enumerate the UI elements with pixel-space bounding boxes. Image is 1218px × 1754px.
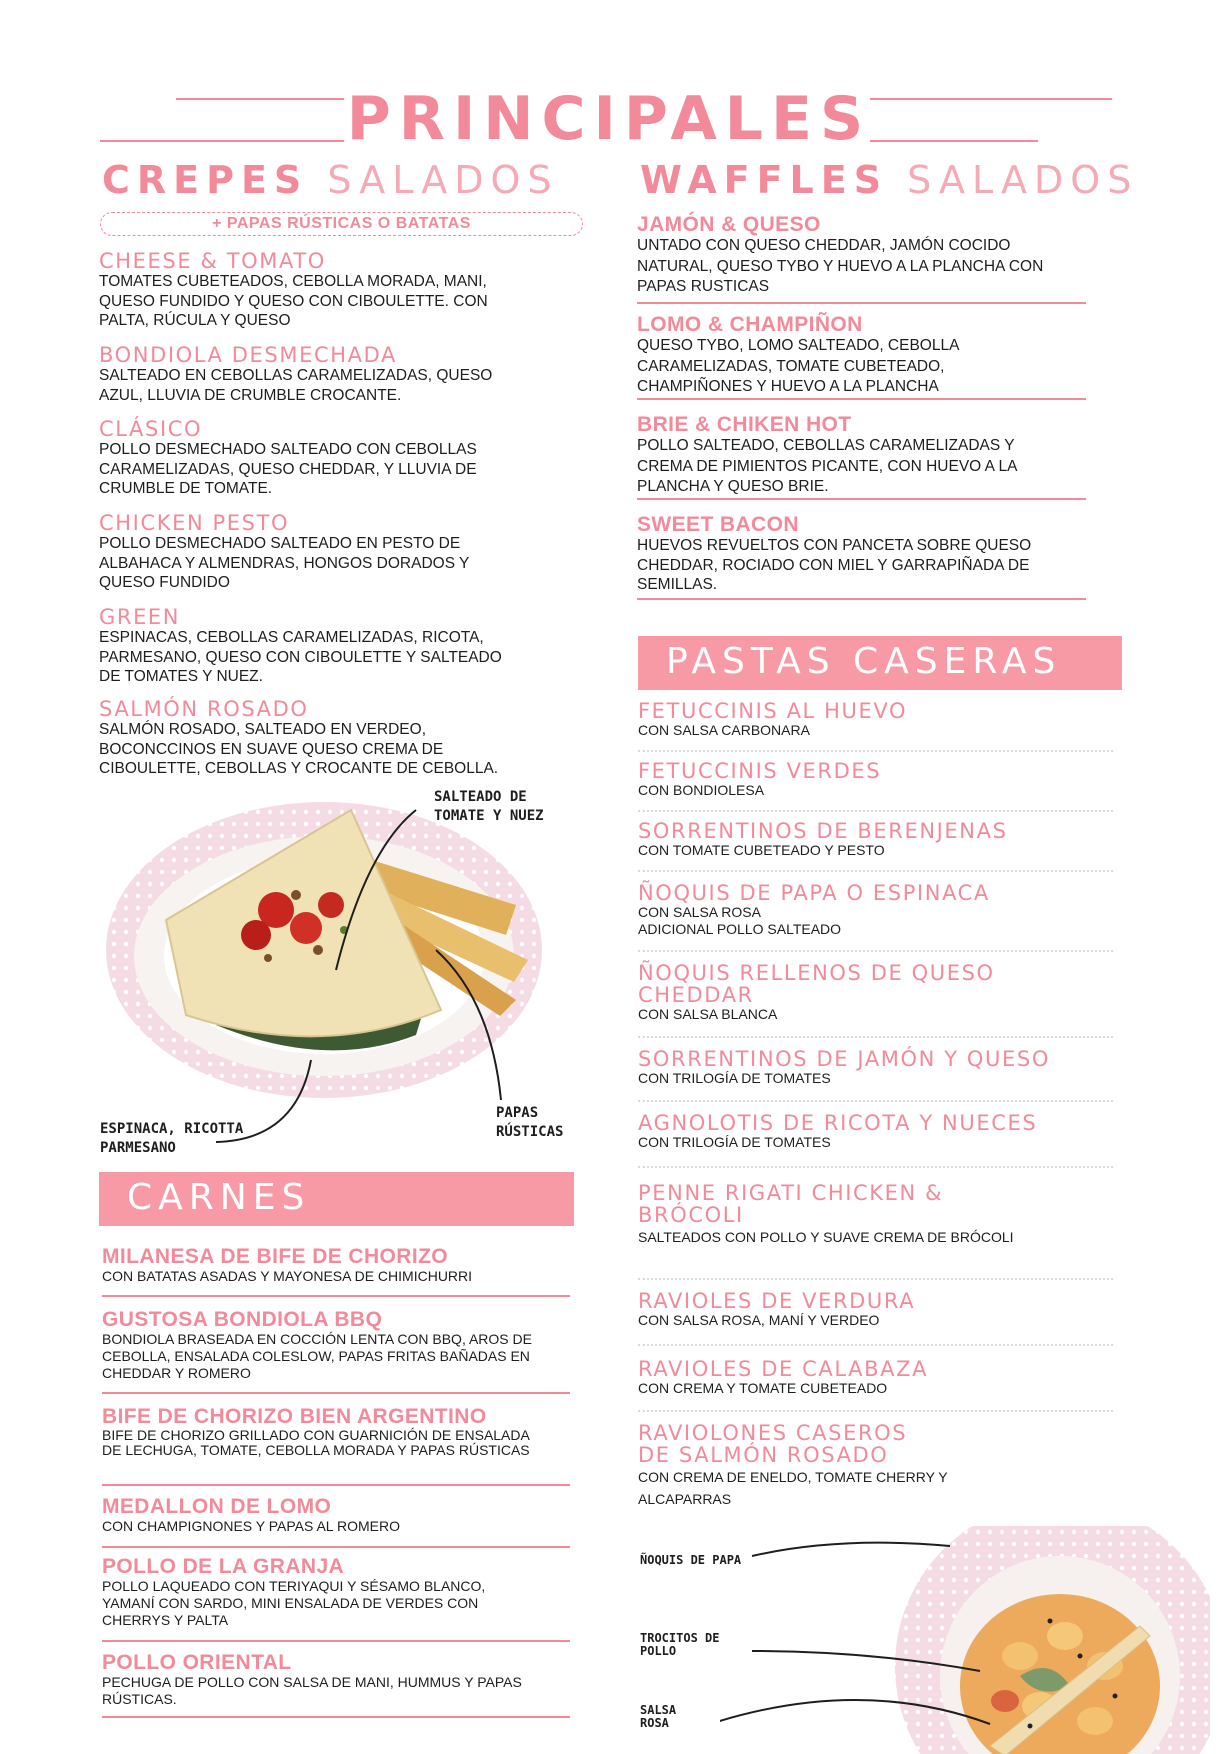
pasta-divider: [638, 1036, 1113, 1038]
waffle-item-desc: POLLO SALTEADO, CEBOLLAS CARAMELIZADAS Y CREMA DE PIMIENTOS PICANTE, CON HUEVO A LA PLANCHA Y QUESO BRIE.: [637, 437, 1017, 495]
waffle-item-name: JAMÓN & QUESO: [637, 213, 821, 236]
pasta-item-desc: CON TOMATE CUBETEADO Y PESTO: [638, 842, 885, 858]
carne-item: [102, 1246, 572, 1285]
carne-divider: [102, 1392, 570, 1394]
pasta-photo-label-c: SALSA ROSA: [640, 1703, 677, 1730]
pasta-divider: [638, 950, 1113, 952]
crepe-item: [99, 418, 519, 499]
pasta-item-name: FETUCCINIS AL HUEVO: [638, 699, 908, 723]
carne-item-desc: CON CHAMPIGNONES Y PAPAS AL ROMERO: [102, 1518, 400, 1534]
pasta-divider: [638, 810, 1113, 812]
carne-divider: [102, 1716, 570, 1718]
pasta-item: [638, 1182, 1018, 1248]
carne-divider: [102, 1640, 570, 1642]
waffle-divider: [637, 598, 1086, 600]
pasta-item-desc-extra: ADICIONAL POLLO SALTEADO: [638, 921, 842, 937]
pasta-item-name: RAVIOLES DE VERDURA: [638, 1289, 916, 1313]
pasta-item-desc: SALTEADOS CON POLLO Y SUAVE CREMA DE BRÓCOLI: [638, 1229, 1014, 1245]
pasta-item-desc: CON TRILOGÍA DE TOMATES: [638, 1070, 831, 1086]
waffle-item-name: BRIE & CHIKEN HOT: [637, 413, 852, 436]
crepe-item: [99, 512, 519, 593]
crepes-heading-bold: CREPES: [102, 158, 309, 202]
pasta-item-name: ÑOQUIS DE PAPA O ESPINACA: [638, 881, 990, 905]
crepe-item-name: CLÁSICO: [99, 417, 203, 441]
crepes-side-note: + PAPAS RÚSTICAS O BATATAS: [100, 212, 583, 236]
carne-item-desc: POLLO LAQUEADO CON TERIYAQUI Y SÉSAMO BLANCO, YAMANÍ CON SARDO, MINI ENSALADA DE VERDES CON CHERRYS Y PALTA: [102, 1578, 486, 1628]
crepe-item-name: GREEN: [99, 605, 181, 629]
waffle-item: [637, 514, 1057, 595]
pasta-item-desc: CON BONDIOLESA: [638, 782, 765, 798]
crepe-item-desc: POLLO DESMECHADO SALTEADO CON CEBOLLAS CARAMELIZADAS, QUESO CHEDDAR, Y LLUVIA DE CRUMBLE DE TOMATE.: [99, 441, 477, 497]
pasta-item: [638, 1358, 1108, 1397]
carne-item-desc: BIFE DE CHORIZO GRILLADO CON GUARNICIÓN DE ENSALADA DE LECHUGA, TOMATE, CEBOLLA MORADA Y PAPAS RÚSTICAS: [102, 1427, 530, 1458]
waffles-heading: [640, 160, 1138, 200]
carne-item-name: MEDALLON DE LOMO: [102, 1495, 332, 1518]
crepe-item-desc: ESPINACAS, CEBOLLAS CARAMELIZADAS, RICOTA, PARMESANO, QUESO CON CIBOULETTE Y SALTEADO DE TOMATES Y NUEZ.: [99, 629, 502, 685]
crepe-photo-label-left: ESPINACA, RICOTTA PARMESANO: [100, 1121, 244, 1156]
pasta-item: [638, 1422, 1018, 1510]
pasta-item-desc: CON SALSA BLANCA: [638, 1006, 778, 1022]
crepe-item-desc: SALTEADO EN CEBOLLAS CARAMELIZADAS, QUESO AZUL, LLUVIA DE CRUMBLE CROCANTE.: [99, 367, 493, 404]
waffle-item: [637, 314, 1037, 398]
pasta-item: [638, 1290, 1108, 1329]
pasta-divider: [638, 1344, 1113, 1346]
pasta-item-desc: CON CREMA DE ENELDO, TOMATE CHERRY Y ALCAPARRAS: [638, 1469, 948, 1507]
pasta-item: [638, 1048, 1108, 1087]
pasta-item-desc: CON SALSA ROSA: [638, 904, 761, 920]
carne-divider: [102, 1484, 570, 1486]
crepe-item-name: CHICKEN PESTO: [99, 511, 290, 535]
waffle-item-desc: QUESO TYBO, LOMO SALTEADO, CEBOLLA CARAMELIZADAS, TOMATE CUBETEADO, CHAMPIÑONES Y HUEVO A LA PLANCHA: [637, 337, 959, 395]
carne-item: [102, 1496, 572, 1535]
pasta-item: [638, 820, 1108, 859]
pasta-photo-label-a: ÑOQUIS DE PAPA: [640, 1553, 742, 1567]
waffles-heading-bold: WAFFLES: [640, 158, 889, 202]
waffle-item-desc: HUEVOS REVUELTOS CON PANCETA SOBRE QUESO CHEDDAR, ROCIADO CON MIEL Y GARRAPIÑADA DE SEMILLAS.: [637, 537, 1032, 593]
carne-item: [102, 1309, 572, 1382]
pasta-item: [638, 760, 1108, 799]
carne-item-name: POLLO ORIENTAL: [102, 1651, 292, 1674]
pasta-item-name: AGNOLOTIS DE RICOTA Y NUECES: [638, 1111, 1038, 1135]
pasta-item: [638, 962, 1108, 1023]
pasta-item-name: PENNE RIGATI CHICKEN &: [638, 1181, 944, 1205]
pasta-item-name: ÑOQUIS RELLENOS DE QUESO: [638, 961, 995, 985]
carne-divider: [102, 1295, 570, 1297]
pasta-item-name: RAVIOLONES CASEROS: [638, 1421, 908, 1445]
waffle-item-name: SWEET BACON: [637, 513, 799, 536]
crepe-item-name: SALMÓN ROSADO: [99, 697, 309, 721]
pastas-heading: PASTAS CASERAS: [638, 636, 1122, 690]
carne-item-name: POLLO DE LA GRANJA: [102, 1555, 345, 1578]
pasta-divider: [638, 870, 1113, 872]
carne-item-desc: PECHUGA DE POLLO CON SALSA DE MANI, HUMMUS Y PAPAS RÚSTICAS.: [102, 1674, 522, 1707]
carne-item-name: MILANESA DE BIFE DE CHORIZO: [102, 1245, 449, 1268]
pasta-item-desc: CON SALSA ROSA, MANÍ Y VERDEO: [638, 1312, 880, 1328]
crepe-item: [99, 606, 519, 687]
waffle-divider: [637, 398, 1086, 400]
crepe-photo: [96, 770, 576, 1160]
crepe-item-desc: SALMÓN ROSADO, SALTEADO EN VERDEO, BOCONCCINOS EN SUAVE QUESO CREMA DE CIBOULETTE, CEBOLLAS Y CROCANTE DE CEBOLLA.: [99, 721, 499, 777]
waffle-item-desc: UNTADO CON QUESO CHEDDAR, JAMÓN COCIDO NATURAL, QUESO TYBO Y HUEVO A LA PLANCHA CON PAPAS RUSTICAS: [637, 237, 1044, 295]
pasta-divider: [638, 1410, 1113, 1412]
waffle-item: [637, 414, 1057, 498]
carne-divider: [102, 1546, 570, 1548]
waffle-divider: [637, 302, 1086, 304]
pasta-divider: [638, 1100, 1113, 1102]
crepe-item-name: CHEESE & TOMATO: [99, 249, 326, 273]
pasta-item: [638, 882, 1108, 938]
carne-item-name: BIFE DE CHORIZO BIEN ARGENTINO: [102, 1405, 487, 1428]
crepes-heading: [102, 160, 559, 200]
carne-item-desc: CON BATATAS ASADAS Y MAYONESA DE CHIMICHURRI: [102, 1268, 473, 1284]
crepe-photo-label-top: SALTEADO DE TOMATE Y NUEZ: [434, 789, 544, 824]
crepe-photo-label-right: PAPAS RÚSTICAS: [496, 1105, 564, 1140]
crepe-item-name: BONDIOLA DESMECHADA: [99, 343, 397, 367]
pasta-item-name: SORRENTINOS DE JAMÓN Y QUESO: [638, 1047, 1050, 1071]
pasta-divider: [638, 750, 1113, 752]
carne-item-name: GUSTOSA BONDIOLA BBQ: [102, 1308, 383, 1331]
carne-item: [102, 1556, 532, 1629]
pasta-item-name: SORRENTINOS DE BERENJENAS: [638, 819, 1008, 843]
crepe-item: [99, 344, 519, 405]
pasta-item: [638, 1112, 1108, 1151]
carne-item: [102, 1406, 532, 1457]
crepe-item: [99, 698, 519, 779]
crepes-heading-light: SALADOS: [327, 158, 559, 202]
pasta-photo: [720, 1526, 1210, 1754]
pasta-item-name-line2: DE SALMÓN ROSADO: [638, 1443, 889, 1467]
pasta-item-name: RAVIOLES DE CALABAZA: [638, 1357, 929, 1381]
page-title: PRINCIPALES: [346, 84, 872, 154]
pasta-item-desc: CON TRILOGÍA DE TOMATES: [638, 1134, 831, 1150]
pasta-divider: [638, 1166, 1113, 1168]
crepe-item-desc: TOMATES CUBETEADOS, CEBOLLA MORADA, MANI, QUESO FUNDIDO Y QUESO CON CIBOULETTE. CON PALTA, RÚCULA Y QUESO: [99, 273, 488, 329]
crepe-item: [99, 250, 519, 331]
pasta-item-desc: CON SALSA CARBONARA: [638, 722, 810, 738]
carne-item-desc: BONDIOLA BRASEADA EN COCCIÓN LENTA CON BBQ, AROS DE CEBOLLA, ENSALADA COLESLOW, PAPAS FRITAS BAÑADAS EN CHEDDAR Y ROMERO: [102, 1331, 532, 1381]
waffle-item-name: LOMO & CHAMPIÑON: [637, 313, 863, 336]
crepe-item-desc: POLLO DESMECHADO SALTEADO EN PESTO DE ALBAHACA Y ALMENDRAS, HONGOS DORADOS Y QUESO FUNDIDO: [99, 535, 470, 591]
waffle-divider: [637, 498, 1086, 500]
pasta-photo-label-b: TROCITOS DE POLLO: [640, 1631, 720, 1658]
carnes-heading: CARNES: [99, 1172, 574, 1226]
carne-item: [102, 1652, 532, 1708]
waffles-heading-light: SALADOS: [907, 158, 1139, 202]
pasta-item-name-line2: BRÓCOLI: [638, 1203, 744, 1227]
waffle-item: [637, 214, 1077, 298]
pasta-item-name: FETUCCINIS VERDES: [638, 759, 882, 783]
pasta-item-desc: CON CREMA Y TOMATE CUBETEADO: [638, 1380, 888, 1396]
pasta-item: [638, 700, 1108, 739]
pasta-divider: [638, 1278, 1113, 1280]
pasta-item-name-line2: CHEDDAR: [638, 983, 754, 1007]
